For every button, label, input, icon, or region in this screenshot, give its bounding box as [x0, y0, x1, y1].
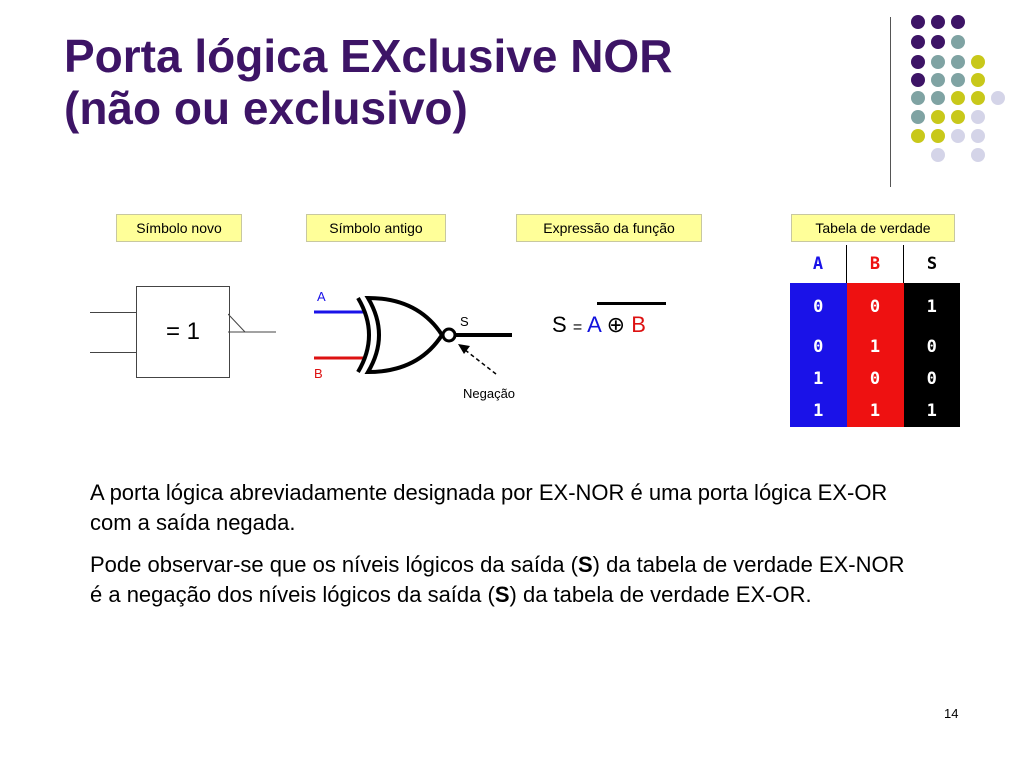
label-expression: Expressão da função: [516, 214, 702, 242]
label-truth-table: Tabela de verdade: [791, 214, 955, 242]
decorative-dot: [931, 35, 945, 49]
decorative-dot: [951, 35, 965, 49]
truth-table-cell-a: 1: [790, 363, 847, 395]
xor-extra-curve: [358, 298, 369, 372]
truth-table-header-row: [790, 245, 960, 283]
expression-lhs: S: [552, 312, 567, 337]
label-old-symbol: Símbolo antigo: [306, 214, 446, 242]
body-paragraph-2-part-1: Pode observar-se que os níveis lógicos da saída (: [90, 552, 578, 577]
slide-title: [64, 30, 824, 134]
decorative-dot: [931, 15, 945, 29]
decorative-dot: [911, 35, 925, 49]
body-paragraph-2-part-3: ) da tabela de verdade EX-OR.: [509, 582, 812, 607]
truth-table-cell-b: 1: [847, 331, 904, 363]
slide-body: [90, 478, 910, 622]
decorative-dot: [971, 148, 985, 162]
decorative-dot: [971, 55, 985, 69]
expression-equals: =: [572, 319, 583, 336]
function-expression: [552, 312, 646, 338]
truth-table-cell-s: 0: [904, 331, 961, 363]
or-gate-body: [368, 298, 442, 372]
truth-table-header-b: B: [847, 245, 904, 283]
body-paragraph-2: [90, 550, 910, 610]
old-symbol-label-b: B: [314, 366, 323, 381]
truth-table: [790, 245, 960, 427]
decorative-dot: [971, 91, 985, 105]
old-symbol-xnor-gate: [300, 282, 550, 412]
decorative-dot: [951, 15, 965, 29]
body-paragraph-2-bold-s-2: S: [494, 582, 510, 607]
decorative-dot: [991, 91, 1005, 105]
decorative-dot: [931, 55, 945, 69]
decorative-dot: [911, 110, 925, 124]
decorative-dot: [931, 129, 945, 143]
body-paragraph-2-bold-s-1: S: [577, 552, 593, 577]
new-symbol-text: = 1: [165, 318, 201, 345]
decorative-divider: [890, 17, 891, 187]
new-symbol-negation-output: [228, 308, 278, 338]
truth-table-row: [790, 395, 960, 427]
truth-table-header-a: A: [790, 245, 847, 283]
truth-table-cell-a: 0: [790, 283, 847, 331]
decorative-dot: [951, 110, 965, 124]
expression-overbar: [597, 302, 666, 305]
decorative-dot: [951, 55, 965, 69]
truth-table-cell-a: 1: [790, 395, 847, 427]
decorative-dot: [971, 129, 985, 143]
truth-table-row: [790, 363, 960, 395]
decorative-dot: [951, 129, 965, 143]
decorative-dot: [911, 15, 925, 29]
decorative-dot: [971, 110, 985, 124]
page-number: 14: [944, 706, 959, 721]
expression-a: A: [587, 312, 601, 337]
decorative-dot: [911, 91, 925, 105]
new-symbol-input-b-wire: [90, 352, 136, 353]
decorative-dot: [931, 73, 945, 87]
truth-table-row: [790, 331, 960, 363]
body-paragraph-2-part-2: ) da tabela de verdade EX-NOR é a negação dos níveis lógicos da saída (: [90, 552, 905, 607]
truth-table-cell-b: 0: [847, 283, 904, 331]
negation-bubble: [443, 329, 455, 341]
decorative-dot: [911, 129, 925, 143]
decorative-dot: [931, 91, 945, 105]
truth-table-cell-a: 0: [790, 331, 847, 363]
decorative-dot: [951, 91, 965, 105]
new-symbol-input-a-wire: [90, 312, 136, 313]
negation-triangle-edge: [228, 314, 245, 332]
decorative-dot: [931, 110, 945, 124]
decorative-dot: [931, 148, 945, 162]
decorative-dot: [911, 73, 925, 87]
decorative-dot: [951, 73, 965, 87]
decorative-dot: [971, 73, 985, 87]
body-paragraph-1: A porta lógica abreviadamente designada por EX-NOR é uma porta lógica EX-OR com a saída negada.: [90, 480, 888, 535]
old-symbol-label-s: S: [460, 314, 469, 329]
truth-table-cell-s: 1: [904, 283, 961, 331]
truth-table-row: [790, 283, 960, 331]
truth-table-cell-s: 0: [904, 363, 961, 395]
label-new-symbol: Símbolo novo: [116, 214, 242, 242]
expression-xor-operator: ⊕: [606, 312, 626, 337]
truth-table-header-s: S: [904, 245, 961, 283]
negation-label: Negação: [463, 386, 516, 401]
slide-title-line-1: Porta lógica EXclusive NOR: [64, 30, 673, 82]
new-symbol-box: [136, 286, 230, 378]
truth-table-cell-b: 0: [847, 363, 904, 395]
truth-table-cell-b: 1: [847, 395, 904, 427]
old-symbol-label-a: A: [317, 289, 326, 304]
slide-title-line-2: (não ou exclusivo): [64, 82, 468, 134]
decorative-dot: [911, 55, 925, 69]
truth-table-cell-s: 1: [904, 395, 961, 427]
expression-b: B: [631, 312, 646, 337]
